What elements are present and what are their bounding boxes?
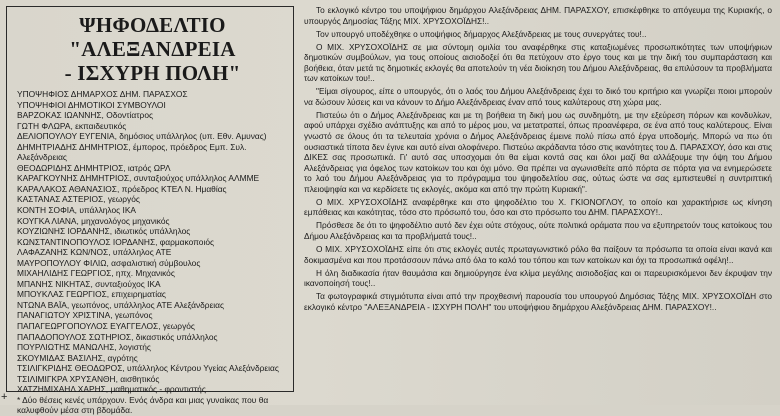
article-paragraph: "Είμαι σίγουρος, είπε ο υπουργός, ότι ο λαός του Δήμου Αλεξάνδρειας έχει το δικό του κριτήριο και γνωρίζει ποιοι μπορούν να δώσουν λύσεις και να κάνουν το Δήμο Αλεξάνδρειας έναν από τους καλύτερους στη χώρα μας. xyxy=(304,86,772,107)
candidate-item: ΚΑΡΑΓΚΟΥΝΗΣ ΔΗΜΗΤΡΙΟΣ, συνταξιούχος υπάλληλος ΑΛΜΜΕ xyxy=(17,173,260,184)
candidate-item: ΜΠΟΥΚΛΑΣ ΓΕΩΡΓΙΟΣ, επιχειρηματίας xyxy=(17,289,166,300)
candidate-item: ΔΕΛΙΟΠΟΥΛΟΥ ΕΥΓΕΝΙΑ, δημόσιος υπάλληλος (υπ. Εθν. Αμυνας) xyxy=(17,131,267,142)
candidate-item: ΠΑΠΑΓΕΩΡΓΟΠΟΥΛΟΣ ΕΥΑΓΓΕΛΟΣ, γεωργός xyxy=(17,321,195,332)
candidate-item: ΤΣΙΛΙΓΚΡΙΔΗΣ ΘΕΟΔΩΡΟΣ, υπάλληλος Κέντρου Υγείας Αλεξάνδρειας xyxy=(17,363,279,374)
article-paragraph: Ο ΜΙΧ. ΧΡΥΣΟΧΟΪΔΗΣ αναφέρθηκε και στο ψηφοδέλτιο του Χ. ΓΚΙΟΝΟΓΛΟΥ, το οποίο και χαρακτήρισε ως κίνηση εμπάθειας και κακότητας, τόσο στο πρόσωπό του, όσο και στο πρόσωπο του ΔΗΜ. ΠΑΡΑΣΧΟΥ!.. xyxy=(304,196,772,218)
candidate-item: ΚΟΝΤΗ ΣΟΦΙΑ, υπάλληλος ΙΚΑ xyxy=(17,205,137,216)
candidate-item: ΜΑΥΡΟΠΟΥΛΟΥ ΦΙΛΙΩ, ασφαλιστική σύμβουλος xyxy=(17,257,201,268)
candidate-item: ΚΑΡΑΛΑΚΟΣ ΑΘΑΝΑΣΙΟΣ, πρόεδρος ΚΤΕΛ Ν. Ημαθίας xyxy=(17,183,227,194)
candidate-item: ΚΩΝΣΤΑΝΤΙΝΟΠΟΥΛΟΣ ΙΟΡΔΑΝΗΣ, φαρμακοποιός xyxy=(17,236,215,247)
candidate-item: ΤΣΙΛΙΜΙΓΚΡΑ ΧΡΥΣΑΝΘΗ, αισθητικός xyxy=(17,373,160,384)
candidate-item: ΒΑΡΖΟΚΑΣ ΙΩΑΝΝΗΣ, Οδοντίατρος xyxy=(17,110,154,121)
candidate-item: ΠΟΥΡΛΙΩΤΗΣ ΜΑΝΩΛΗΣ, λογιστής xyxy=(17,342,151,353)
candidate-item: ΠΑΠΑΔΟΠΟΥΛΟΣ ΣΩΤΗΡΙΟΣ, δικαστικός υπάλληλος xyxy=(17,331,218,342)
article-paragraph: Το εκλογικό κέντρο του υποψήφιου δημάρχου Αλεξάνδρειας ΔΗΜ. ΠΑΡΑΣΧΟΥ, επισκέφθηκε το απόγευμα της Κυριακής, ο υπουργός Δημοσίας Τάξης ΜΙΧ. ΧΡΥΣΟΧΟΪΔΗΣ!.. xyxy=(304,5,772,26)
candidate-item: ΧΑΤΖΗΜΙΧΑΗΛ ΧΑΡΗΣ, μαθηματικός - φροντιστής xyxy=(17,384,206,395)
article-body xyxy=(304,5,772,397)
candidate-item: ΓΩΤΗ ΦΛΩΡΑ, εκπαιδευτικός xyxy=(17,120,127,131)
ballot-box xyxy=(6,6,294,416)
candidate-item: ΜΠΑΝΗΣ ΝΙΚΗΤΑΣ, συνταξιούχος ΙΚΑ xyxy=(17,278,161,289)
candidate-item: ΛΑΦΑΖΑΝΗΣ ΚΩΝ/ΝΟΣ, υπάλληλος ΑΤΕ xyxy=(17,247,172,258)
crop-mark: + xyxy=(1,391,8,403)
councillors-heading: ΥΠΟΨΗΦΙΟΙ ΔΗΜΟΤΙΚΟΙ ΣΥΜΒΟΥΛΟΙ xyxy=(17,99,166,110)
ballot-title-line1: ΨΗΦΟΔΕΛΤΙΟ "ΑΛΕΞΑΝΔΡΕΙΑ xyxy=(69,13,236,61)
article-paragraph: Πρόσθεσε δε ότι το ψηφοδέλτιο αυτό δεν έχει ούτε στόχους, ούτε πολιτικά οράματα που να εξυπηρετούν τους κατοίκους του Δήμου Αλεξάνδρειας και τα προβλήματά τους!.. xyxy=(304,220,772,241)
candidate-item: ΠΑΝΑΓΙΩΤΟΥ ΧΡΙΣΤΙΝΑ, γεωπόνος xyxy=(17,310,153,321)
article-paragraph: Τα φωτογραφικά στιγμιότυπα είναι από την προχθεσινή παρουσία του υπουργού Δημόσιας Τάξης ΜΙΧ. ΧΡΥΣΟΧΟΪΔΗ στο εκλογικό κέντρο "ΑΛΕΞΑΝΔΡΕΙΑ - ΙΣΧΥΡΗ ΠΟΛΗ" του υποψήφιου δημάρχου Αλεξάνδρειας ΔΗΜ. ΠΑΡΑΣΧΟΥ!.. xyxy=(304,291,772,312)
candidate-item: ΘΕΟΔΩΡΙΔΗΣ ΔΗΜΗΤΡΙΟΣ, ιατρός ΩΡΛ xyxy=(17,162,171,173)
candidate-item: ΜΙΧΑΗΛΙΔΗΣ ΓΕΩΡΓΙΟΣ, ηπχ. Μηχανικός xyxy=(17,268,175,279)
article-paragraph: Πιστεύω ότι ο Δήμος Αλεξάνδρειας και με τη βοήθεια τη δική μου ως συνδημότη, με την εξεύρεση πόρων και κονδυλίων, αφού υπάρχει σχέδιο ανάπτυξης και από το μέρος μου, να μετατραπεί, όπως προανέφερα, σε ένα από τους καλύτερους. Είναι γνωστό σε όλους ότι τα τελευταία χρόνια ο Δήμος Αλεξάνδρειας έμεινε πολύ πίσω από έργα υποδομής. Μπορώ να πω ότι ουσιαστικά τίποτα δεν έγινε και αυτό είναι ολοφάνερο. Πιστεύω ακράδαντα τόσο στις ικανότητες του Δ. ΠΑΡΑΣΧΟΥ, όσο και στις ΔΙΚΕΣ σας προσωπικά. Γι' αυτό σας υποσχομαι ότι θα είμαι κοντά σας και όλοι μαζί θα αλλάξουμε την όψη του Δήμου Αλεξάνδρειας για όφελος των κατοίκων του και όχι μόνο. Θα πρέπει να αγωνισθείτε από πόρτα σε πόρτα για να ενημερώσετε το λαό του Δήμου Αλεξάνδρειας για το πρόγραμμα του ψηφοδελτίου σας, ούτως ώστε να σας εμπιστευθεί η συντριπτική πλειοψηφία και να κερδίσετε τις εκλογές, ακόμα και από την πρώτη Κυριακή". xyxy=(304,109,772,194)
article-paragraph: Η όλη διαδικασία ήταν θαυμάσια και δημιούργησε ένα κλίμα μεγάλης αισιοδοξίας και οι παρευρισκόμενοι δεν έκρυψαν την ικανοποίησή τους!.. xyxy=(304,267,772,289)
candidate-item: ΚΟΥΓΚΑ ΛΙΑΝΑ, μηχανολόγος μηχανικός xyxy=(17,215,170,226)
ballot-title xyxy=(17,13,288,85)
article-paragraph: Ο ΜΙΧ. ΧΡΥΣΟΧΟΪΔΗΣ είπε ότι στις εκλογές αυτές πρωταγωνιστικό ρόλο θα παίξουν τα πρόσωπα τα οποία είναι ικανά και δοκιμασμένα και που προτάσσουν πάνω από όλα το καλό του τόπου και των κατοίκων και όχι τα προσωπικά οφέλη!.. xyxy=(304,243,772,265)
candidate-item: ΔΗΜΗΤΡΙΑΔΗΣ ΔΗΜΗΤΡΙΟΣ, έμπορος, πρόεδρος Εμπ. Συλ. Αλεξάνδρειας xyxy=(17,141,247,163)
ballot-footnote: * Δύο θέσεις κενές υπάρχουν. Ενός άνδρα και μιας γυναίκας που θα καλυφθούν μέσα στη βδομάδα. xyxy=(17,394,269,416)
candidate-item: ΚΑΣΤΑΝΑΣ ΑΣΤΕΡΙΟΣ, γεωργός xyxy=(17,194,140,205)
candidate-list xyxy=(17,89,288,395)
candidate-item: ΚΟΥΖΙΩΝΗΣ ΙΟΡΔΑΝΗΣ, ιδιωτικός υπάλληλος xyxy=(17,226,191,237)
ballot-title-line2: - ΙΣΧΥΡΗ ΠΟΛΗ" xyxy=(64,61,241,85)
article-paragraph: Τον υπουργό υποδέχθηκε ο υποψήφιος δήμαρχος Αλεξάνδρειας με τους συνεργάτες του!.. xyxy=(316,28,647,39)
candidate-item: ΣΚΟΥΜΙΔΑΣ ΒΑΣΙΛΗΣ, αγρότης xyxy=(17,352,138,363)
mayor-candidate: ΥΠΟΨΗΦΙΟΣ ΔΗΜΑΡΧΟΣ ΔΗΜ. ΠΑΡΑΣΧΟΣ xyxy=(17,89,188,99)
article-paragraph: Ο ΜΙΧ. ΧΡΥΣΟΧΟΪΔΗΣ σε μια σύντομη ομιλία του αναφέρθηκε στις καταξιωμένες προσωπικότητες των υποψήφιων δημοτικών συμβούλων, για τους οποίους αισιοδοξεί ότι θα πετύχουν στο έργο τους και με την δική του συμπαράσταση και βοήθεια, όταν μετά τις δημοτικές εκλογές θα αποτελούν τη νέα διοίκηση του Δήμου Αλεξάνδρειας, θα επιλύσουν τα προβλήματα των κατοίκων του!.. xyxy=(304,41,772,84)
candidate-item: ΝΤΩΝΑ ΒΑΪΑ, γεωπόνος, υπάλληλος ΑΤΕ Αλεξάνδρειας xyxy=(17,299,225,310)
